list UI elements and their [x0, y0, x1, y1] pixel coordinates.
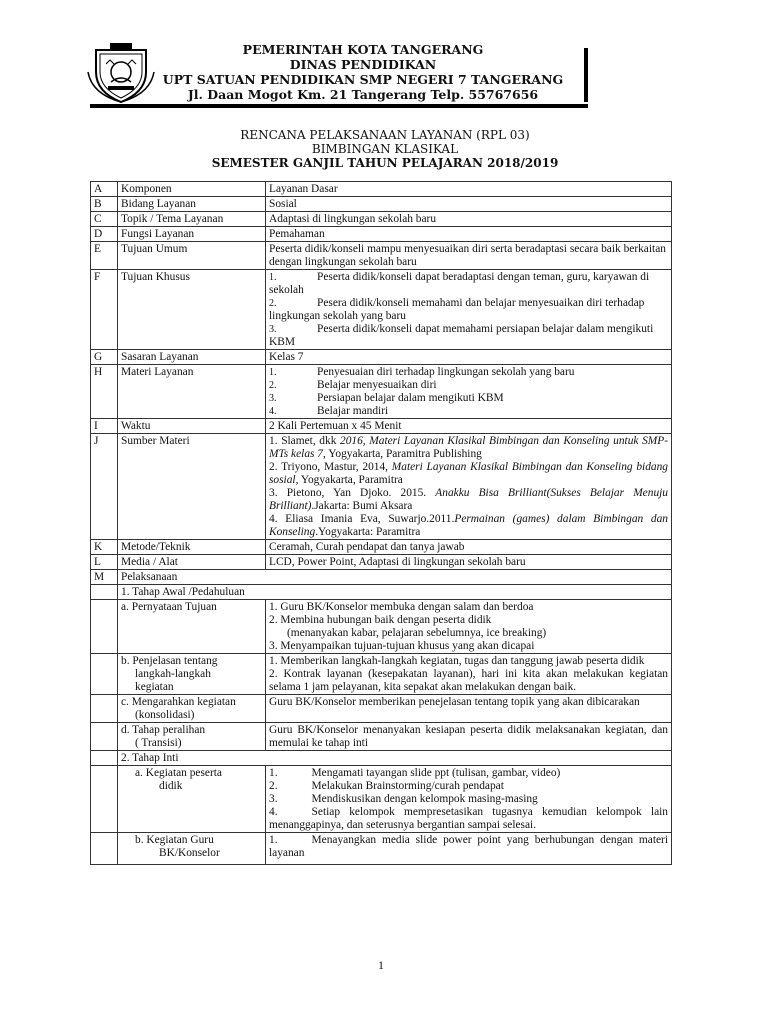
step-label-line: a. Kegiatan peserta [135, 767, 222, 779]
row-code: I [91, 419, 118, 434]
row-code: E [91, 242, 118, 270]
list-item: 1. Guru BK/Konselor membuka dengan salam dan berdoa [269, 601, 534, 613]
list-text: Melakukan Brainstorming/curah pendapat [311, 780, 504, 792]
letterhead-border-horizontal [90, 104, 588, 108]
row-label: Materi Layanan [118, 365, 266, 419]
source-publisher: .Yogyakarta: Paramitra [315, 526, 421, 538]
document-title [150, 128, 620, 170]
list-item [269, 392, 668, 405]
list-item: 3. Menyampaikan tujuan-tujuan khusus yang akan dicapai [269, 640, 535, 652]
table-row [91, 654, 672, 695]
source-title: 2016, Materi Layanan Klasikal Bimbingan dan Konseling untuk SMP-MTs kelas 7 [269, 435, 669, 460]
step-content [266, 600, 672, 654]
step-label-line: kegiatan [135, 681, 174, 693]
row-label: Pelaksanaan [118, 570, 672, 585]
step-content: Guru BK/Konselor memberikan penejelasan tentang topik yang akan dibicarakan [266, 695, 672, 723]
table-row [91, 540, 672, 555]
list-text: Setiap kelompok mempresetasikan tugasnya kemudian kelompok lain menanggapinya, dan seterusnya bergantian sampai selesai. [269, 806, 668, 831]
list-item [269, 806, 668, 832]
row-value [266, 434, 672, 540]
row-value: Pemahaman [266, 227, 672, 242]
source-author: Triyono, Mastur, 2014, [281, 461, 392, 473]
row-code: A [91, 182, 118, 197]
list-item [269, 379, 668, 392]
step-label-line: (konsolidasi) [135, 709, 195, 721]
step-label-line: BK/Konselor [159, 847, 220, 859]
row-value: Layanan Dasar [266, 182, 672, 197]
row-code: J [91, 434, 118, 540]
list-item [269, 655, 668, 668]
table-row [91, 350, 672, 365]
table-row [91, 419, 672, 434]
table-row [91, 270, 672, 350]
list-number: 1. [269, 834, 278, 846]
step-content [266, 654, 672, 695]
list-item [269, 793, 668, 806]
source-author: Pietono, Yan Djoko. 2015. [286, 487, 436, 499]
list-text: Kontrak layanan (kesepakatan layanan), hari ini kita akan melakukan kegiatan selama 1 jam pelayanan, kita sepakat akan melakukan dengan baik. [269, 668, 668, 693]
source-publisher: , Yogyakarta, Paramitra [295, 474, 403, 486]
table-row [91, 723, 672, 751]
step-label-line: b. Penjelasan tentang [121, 655, 218, 667]
city-emblem-icon [86, 42, 156, 104]
row-value: Adaptasi di lingkungan sekolah baru [266, 212, 672, 227]
step-label [118, 654, 266, 695]
list-number: 3. [269, 487, 278, 499]
table-row [91, 766, 672, 833]
list-text: Peserta didik/konseli dapat beradaptasi dengan teman, guru, karyawan di sekolah [269, 271, 650, 296]
table-row [91, 600, 672, 654]
step-label-line: b. Kegiatan Guru [135, 834, 214, 846]
row-code: C [91, 212, 118, 227]
step-label-line: didik [159, 780, 183, 792]
source-author: Slamet, dkk [281, 435, 341, 447]
list-number: 1. [269, 272, 277, 283]
table-row [91, 570, 672, 585]
row-label: Media / Alat [118, 555, 266, 570]
table-row [91, 242, 672, 270]
list-item [269, 834, 668, 860]
list-text: Memberikan langkah-langkah kegiatan, tugas dan tanggung jawab peserta didik [280, 655, 645, 667]
stage-heading: 2. Tahap Inti [118, 751, 672, 766]
list-number: 1. [269, 767, 278, 779]
list-text: Mendiskusikan dengan kelompok masing-masing [311, 793, 538, 805]
table-row [91, 434, 672, 540]
list-item [269, 668, 668, 694]
step-label [118, 766, 266, 833]
list-item [269, 323, 668, 349]
stage-heading: 1. Tahap Awal /Pedahuluan [118, 585, 672, 600]
list-number: 4. [269, 406, 277, 417]
list-number: 4. [269, 513, 278, 525]
table-row [91, 751, 672, 766]
row-value: Kelas 7 [266, 350, 672, 365]
step-label [118, 833, 266, 865]
row-code: D [91, 227, 118, 242]
row-label: Tujuan Umum [118, 242, 266, 270]
row-label: Komponen [118, 182, 266, 197]
letterhead-border-vertical [584, 48, 588, 102]
step-label: a. Pernyataan Tujuan [118, 600, 266, 654]
letterhead-line-3: UPT SATUAN PENDIDIKAN SMP NEGERI 7 TANGERANG [162, 72, 564, 87]
list-number: 3. [269, 393, 277, 404]
step-label [118, 695, 266, 723]
source-item [269, 513, 668, 539]
table-row [91, 182, 672, 197]
source-author: Eliasa Imania Eva, Suwarjo.2011. [285, 513, 455, 525]
source-title: Anakku Bisa Brilliant(Sukses Belajar Menuju Brilliant) [269, 487, 668, 512]
table-row [91, 197, 672, 212]
row-value: Peserta didik/konseli mampu menyesuaikan diri serta beradaptasi secara baik berkaitan dengan lingkungan sekolah baru [266, 242, 672, 270]
table-row [91, 227, 672, 242]
source-item [269, 487, 668, 513]
step-label-line: ( Transisi) [135, 737, 182, 749]
list-text: Persiapan belajar dalam mengikuti KBM [317, 392, 504, 404]
list-item [269, 405, 668, 418]
list-number: 4. [269, 806, 278, 818]
list-number: 1. [269, 655, 278, 667]
list-item: 2. Membina hubungan baik dengan peserta didik [269, 614, 492, 626]
list-number: 2. [269, 780, 278, 792]
step-label-line: d. Tahap peralihan [121, 724, 206, 736]
table-row [91, 695, 672, 723]
table-row [91, 555, 672, 570]
list-number: 3. [269, 324, 277, 335]
row-label: Metode/Teknik [118, 540, 266, 555]
row-value [266, 365, 672, 419]
row-code: H [91, 365, 118, 419]
source-title: Permainan (games) dalam Bimbingan dan Konseling [269, 513, 668, 538]
list-text: Peserta didik/konseli dapat memahami persiapan belajar dalam mengikuti KBM [269, 323, 654, 348]
step-label [118, 723, 266, 751]
row-code: M [91, 570, 118, 585]
step-content: Guru BK/Konselor menanyakan kesiapan peserta didik melaksanakan kegiatan, dan memulai ke tahap inti [266, 723, 672, 751]
list-text: Belajar menyesuaikan diri [317, 379, 437, 391]
row-value: Sosial [266, 197, 672, 212]
source-item [269, 461, 668, 487]
row-code: B [91, 197, 118, 212]
row-label: Waktu [118, 419, 266, 434]
list-item [269, 297, 668, 323]
source-publisher: , Yogyakarta, Paramitra Publishing [323, 448, 482, 460]
row-label: Topik / Tema Layanan [118, 212, 266, 227]
list-item: (menanyakan kabar, pelajaran sebelumnya, ice breaking) [287, 627, 547, 639]
title-line-3: SEMESTER GANJIL TAHUN PELAJARAN 2018/2019 [211, 156, 559, 170]
letterhead-line-1: PEMERINTAH KOTA TANGERANG [242, 42, 484, 57]
table-row [91, 365, 672, 419]
table-row [91, 585, 672, 600]
row-value: LCD, Power Point, Adaptasi di lingkungan sekolah baru [266, 555, 672, 570]
list-number: 2. [269, 380, 277, 391]
source-publisher: .Jakarta: Bumi Aksara [311, 500, 413, 512]
row-value: 2 Kali Pertemuan x 45 Menit [266, 419, 672, 434]
materi-list [269, 366, 668, 418]
row-code: F [91, 270, 118, 350]
page-number: 1 [378, 958, 384, 972]
list-item [269, 767, 668, 780]
title-line-1: RENCANA PELAKSANAAN LAYANAN (RPL 03) [240, 128, 530, 142]
row-code: G [91, 350, 118, 365]
row-label: Sasaran Layanan [118, 350, 266, 365]
letterhead-line-4: Jl. Daan Mogot Km. 21 Tangerang Telp. 55767656 [187, 87, 539, 102]
list-number: 2. [269, 461, 278, 473]
step-label-line: c. Mengarahkan kegiatan [121, 696, 236, 708]
row-label: Sumber Materi [118, 434, 266, 540]
row-code: L [91, 555, 118, 570]
letterhead [86, 42, 591, 100]
letterhead-line-2: DINAS PENDIDIKAN [289, 57, 437, 72]
list-item [269, 271, 668, 297]
row-label: Fungsi Layanan [118, 227, 266, 242]
list-text: Penyesuaian diri terhadap lingkungan sekolah yang baru [317, 366, 575, 378]
row-label: Bidang Layanan [118, 197, 266, 212]
list-number: 1. [269, 367, 277, 378]
step-label-line: langkah-langkah [135, 668, 211, 680]
table-row [91, 212, 672, 227]
source-item [269, 435, 668, 461]
row-code: K [91, 540, 118, 555]
source-title: Materi Layanan Klasikal Bimbingan dan Konseling bidang sosial [269, 461, 668, 486]
list-text: Pesera didik/konseli memahami dan belajar menyesuaikan diri terhadap lingkungan sekolah yang baru [269, 297, 645, 322]
step-content [266, 766, 672, 833]
row-label: Tujuan Khusus [118, 270, 266, 350]
list-number: 2. [269, 668, 278, 680]
tujuan-khusus-list [269, 271, 668, 349]
table-row [91, 833, 672, 865]
list-number: 2. [269, 298, 277, 309]
step-content [266, 833, 672, 865]
list-item [269, 780, 668, 793]
list-text: Menayangkan media slide power point yang berhubungan dengan materi layanan [269, 834, 668, 859]
row-value [266, 270, 672, 350]
list-item [269, 366, 668, 379]
row-value: Ceramah, Curah pendapat dan tanya jawab [266, 540, 672, 555]
list-text: Belajar mandiri [317, 405, 389, 417]
title-line-2: BIMBINGAN KLASIKAL [311, 142, 459, 156]
list-number: 1. [269, 435, 278, 447]
list-number: 3. [269, 793, 278, 805]
letterhead-text [158, 42, 568, 102]
rpl-table [90, 181, 672, 865]
list-text: Mengamati tayangan slide ppt (tulisan, gambar, video) [311, 767, 561, 779]
